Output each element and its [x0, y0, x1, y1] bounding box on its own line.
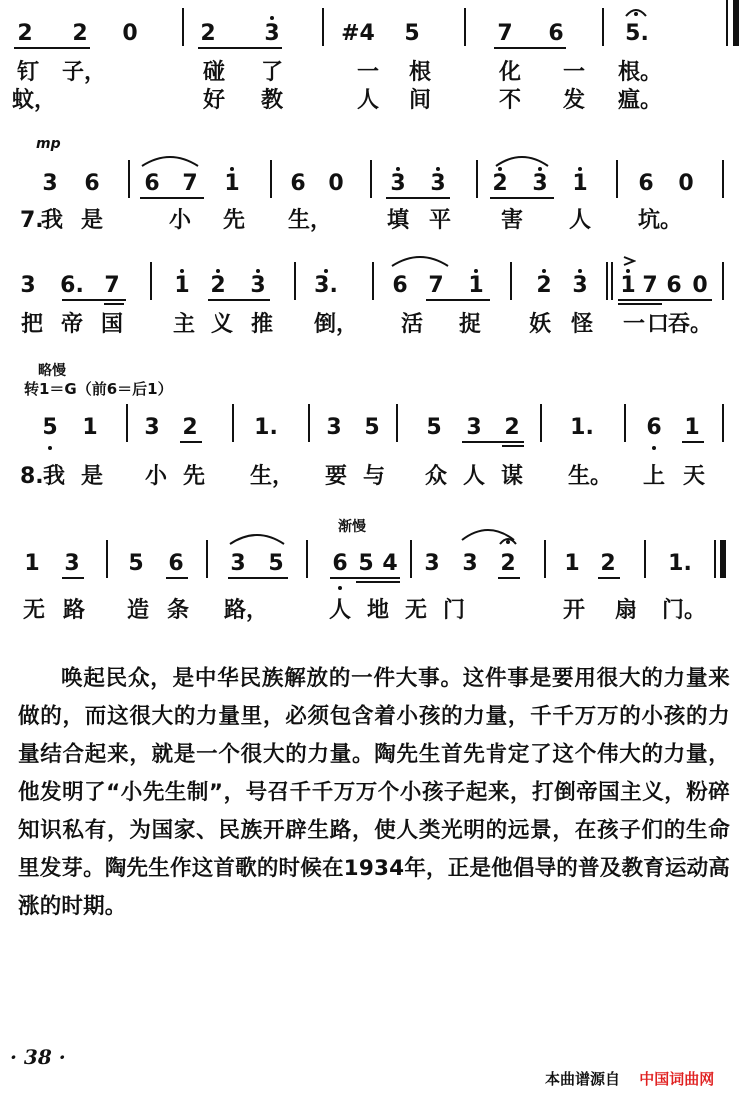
note: 1 — [564, 551, 580, 576]
lyric: 义 — [210, 312, 234, 337]
note: 7 — [497, 21, 513, 46]
lyric: 填 — [386, 208, 410, 233]
lyric: 发 — [562, 88, 586, 113]
barline — [126, 404, 128, 442]
dot-above — [436, 167, 440, 171]
lyric: 与 — [362, 464, 386, 489]
note: 2 — [72, 21, 88, 46]
barline — [396, 404, 398, 442]
barline — [206, 540, 208, 578]
underline — [140, 197, 204, 199]
underline — [462, 441, 524, 443]
barline — [722, 404, 724, 442]
underline — [682, 441, 704, 443]
lyric: 先 — [222, 208, 246, 233]
note: 3 — [462, 551, 478, 576]
note: 1 — [620, 273, 636, 298]
note: 5. — [625, 21, 649, 46]
note: 3 — [250, 273, 266, 298]
note: 7 — [182, 171, 198, 196]
underline — [198, 47, 282, 49]
note: 2 — [500, 551, 516, 576]
barline — [308, 404, 310, 442]
underline — [62, 299, 126, 301]
note: 4 — [382, 551, 398, 576]
note: 5 — [42, 415, 58, 440]
note: 3 — [144, 415, 160, 440]
lyric: 生， — [287, 208, 333, 233]
barline — [270, 160, 272, 198]
underline — [490, 197, 554, 199]
dot-above — [474, 269, 478, 273]
lyric: 害 — [500, 208, 524, 233]
lyric: 妖 — [528, 312, 552, 337]
lyric: 口 — [646, 312, 670, 337]
lyric: 一 — [356, 60, 380, 85]
source-label: 本曲谱源自 — [545, 1070, 621, 1088]
barline — [150, 262, 152, 300]
lyric: 开 — [562, 598, 586, 623]
underline — [618, 303, 662, 305]
lyric: 捉 — [458, 312, 482, 337]
barline — [540, 404, 542, 442]
note: 5 — [364, 415, 380, 440]
lyric: 谋 — [500, 464, 524, 489]
note: 7 — [642, 273, 658, 298]
note: 6 — [290, 171, 306, 196]
barline — [722, 262, 724, 300]
note: 6 — [84, 171, 100, 196]
final-barline — [726, 0, 728, 46]
lyric: 推 — [250, 312, 274, 337]
lyric: 一 — [622, 312, 646, 337]
note: 2 — [182, 415, 198, 440]
note: 5 — [358, 551, 374, 576]
barline — [232, 404, 234, 442]
barline — [476, 160, 478, 198]
note: 1. — [254, 415, 278, 440]
lyric: 众 — [424, 464, 448, 489]
barline — [616, 160, 618, 198]
lyric: 根。 — [617, 60, 663, 85]
lyric: 造 — [126, 598, 150, 623]
note: 0 — [122, 21, 138, 46]
dot-above — [256, 269, 260, 273]
accent-icon — [622, 256, 636, 266]
underline — [618, 299, 712, 301]
underline — [330, 577, 400, 579]
note: 1. — [570, 415, 594, 440]
final-barline-thick — [733, 0, 739, 46]
barline — [624, 404, 626, 442]
underline — [502, 445, 524, 447]
note: 1 — [684, 415, 700, 440]
barline — [602, 8, 604, 46]
note: 2 — [210, 273, 226, 298]
lyric: 好 — [202, 88, 226, 113]
lyric: 平 — [428, 208, 452, 233]
note: 3 — [230, 551, 246, 576]
note: 1 — [174, 273, 190, 298]
final-barline — [714, 540, 716, 578]
lyric: 先 — [182, 464, 206, 489]
source-credit — [545, 1068, 714, 1089]
key-change: 转1＝G（前6＝后1） — [24, 380, 173, 398]
lyric: 人 — [568, 208, 592, 233]
fermata-icon — [498, 534, 518, 546]
barline — [606, 262, 608, 300]
dot-above — [230, 167, 234, 171]
note: 6 — [144, 171, 160, 196]
verse-number: 8. — [20, 464, 44, 489]
lyric: 生， — [249, 464, 295, 489]
tempo-marking: 渐慢 — [338, 519, 366, 535]
dot-below — [338, 586, 342, 590]
lyric: 上 — [642, 464, 666, 489]
lyric: 主 — [172, 312, 196, 337]
underline — [386, 197, 450, 199]
note: 7 — [104, 273, 120, 298]
underline — [494, 47, 566, 49]
slur — [228, 530, 286, 546]
lyric: 蚊， — [11, 88, 57, 113]
barline — [510, 262, 512, 300]
underline — [426, 299, 490, 301]
lyric: 要 — [324, 464, 348, 489]
barline — [544, 540, 546, 578]
barline — [722, 160, 724, 198]
note: 1 — [468, 273, 484, 298]
note: 1. — [668, 551, 692, 576]
slur — [494, 152, 550, 168]
note: 3 — [20, 273, 36, 298]
lyric: 门 — [442, 598, 466, 623]
lyric: 人 — [328, 598, 352, 623]
note: 5 — [426, 415, 442, 440]
lyric: 门。 — [661, 598, 707, 623]
final-barline-thick — [720, 540, 726, 578]
lyric: 碰 — [202, 60, 226, 85]
barline — [464, 8, 466, 46]
lyric: 根 — [408, 60, 432, 85]
barline — [372, 262, 374, 300]
note: 1 — [82, 415, 98, 440]
lyric: 化 — [498, 60, 522, 85]
note: 3 — [42, 171, 58, 196]
lyric: 小 — [168, 208, 192, 233]
lyric: 间 — [408, 88, 432, 113]
note: 0 — [328, 171, 344, 196]
underline — [208, 299, 270, 301]
lyric: 瘟。 — [617, 88, 663, 113]
dot-above — [578, 167, 582, 171]
lyric: 坑。 — [637, 208, 683, 233]
barline — [182, 8, 184, 46]
underline — [104, 303, 124, 305]
note: 2 — [600, 551, 616, 576]
note: 1 — [572, 171, 588, 196]
lyric: 一 — [562, 60, 586, 85]
barline — [294, 262, 296, 300]
note: 6 — [332, 551, 348, 576]
note: 5 — [128, 551, 144, 576]
note: 6 — [646, 415, 662, 440]
lyric: 活 — [400, 312, 424, 337]
lyric: 是 — [80, 208, 104, 233]
lyric: 人 — [356, 88, 380, 113]
note: 6 — [638, 171, 654, 196]
note: 3 — [64, 551, 80, 576]
dot-above — [180, 269, 184, 273]
underline — [498, 577, 520, 579]
underline — [228, 577, 288, 579]
underline — [62, 577, 84, 579]
barline — [611, 262, 613, 300]
lyric: 生。 — [567, 464, 613, 489]
lyric: 路 — [62, 598, 86, 623]
lyric: 把 — [20, 312, 44, 337]
lyric: 地 — [366, 598, 390, 623]
page-number: · 38 · — [10, 1045, 66, 1069]
dot-above — [324, 269, 328, 273]
note: 3 — [466, 415, 482, 440]
note: 2 — [536, 273, 552, 298]
barline — [106, 540, 108, 578]
note: 3. — [314, 273, 338, 298]
dot-below — [48, 446, 52, 450]
note: 5 — [404, 21, 420, 46]
commentary-paragraph — [18, 660, 730, 926]
note: 7 — [428, 273, 444, 298]
source-site-link[interactable]: 中国词曲网 — [639, 1070, 715, 1088]
tempo-marking: 略慢 — [38, 363, 66, 379]
barline — [370, 160, 372, 198]
verse-number: 7. — [20, 208, 44, 233]
note: 3 — [424, 551, 440, 576]
note: 2 — [504, 415, 520, 440]
lyric: 钉 — [16, 60, 40, 85]
lyric: 无 — [404, 598, 428, 623]
lyric: 人 — [462, 464, 486, 489]
note: #4 — [341, 21, 375, 46]
lyric: 路， — [223, 598, 269, 623]
dot-above — [626, 269, 630, 273]
lyric: 扇 — [614, 598, 638, 623]
lyric: 怪 — [570, 312, 594, 337]
note: 5 — [268, 551, 284, 576]
paragraph-text: 唤起民众，是中华民族解放的一件大事。这件事是要用很大的力量来做的，而这很大的力量里，必须包含着小孩的力量，千千万万的小孩的力量结合起来，就是一个很大的力量。陶先生首先肯定了这个伟大的力量，他发明了“小先生制”，号召千千万万个小孩子起来，打倒帝国主义，粉碎知识私有，为国家、民族开辟生路，使人类光明的远景，在孩子们的生命里发芽。陶先生作这首歌的时候在1934年，正是他倡导的普及教育运动高涨的时期。 — [18, 666, 730, 919]
fermata-icon — [624, 4, 648, 18]
note: 3 — [430, 171, 446, 196]
barline — [410, 540, 412, 578]
barline — [128, 160, 130, 198]
lyric: 帝 — [60, 312, 84, 337]
underline — [598, 577, 620, 579]
note: 3 — [326, 415, 342, 440]
dot-below — [652, 446, 656, 450]
underline — [14, 47, 90, 49]
dot-above — [578, 269, 582, 273]
lyric: 不 — [498, 88, 522, 113]
lyric: 教 — [260, 88, 284, 113]
lyric: 我 — [42, 464, 66, 489]
note: 2 — [492, 171, 508, 196]
note: 6 — [168, 551, 184, 576]
note: 3 — [572, 273, 588, 298]
note: 1 — [224, 171, 240, 196]
barline — [644, 540, 646, 578]
lyric: 天 — [682, 464, 706, 489]
lyric: 条 — [166, 598, 190, 623]
note: 3 — [264, 21, 280, 46]
note: 6 — [666, 273, 682, 298]
note: 2 — [17, 21, 33, 46]
barline — [306, 540, 308, 578]
note: 0 — [678, 171, 694, 196]
underline — [356, 581, 400, 583]
note: 6 — [392, 273, 408, 298]
lyric: 无 — [22, 598, 46, 623]
dynamic-marking: mp — [36, 136, 61, 152]
dot-above — [270, 16, 274, 20]
note: 1 — [24, 551, 40, 576]
lyric: 小 — [144, 464, 168, 489]
lyric: 倒， — [313, 312, 359, 337]
dot-above — [216, 269, 220, 273]
lyric: 吞。 — [667, 312, 713, 337]
lyric: 我 — [40, 208, 64, 233]
barline — [322, 8, 324, 46]
note: 0 — [692, 273, 708, 298]
dot-above — [396, 167, 400, 171]
slur — [390, 252, 450, 268]
lyric: 是 — [80, 464, 104, 489]
lyric: 国 — [100, 312, 124, 337]
lyric: 子， — [61, 60, 107, 85]
note: 3 — [532, 171, 548, 196]
underline — [166, 577, 188, 579]
slur — [140, 152, 200, 168]
underline — [180, 441, 202, 443]
lyric: 了 — [260, 60, 284, 85]
note: 6. — [60, 273, 84, 298]
note: 6 — [548, 21, 564, 46]
dot-above — [542, 269, 546, 273]
note: 3 — [390, 171, 406, 196]
note: 2 — [200, 21, 216, 46]
